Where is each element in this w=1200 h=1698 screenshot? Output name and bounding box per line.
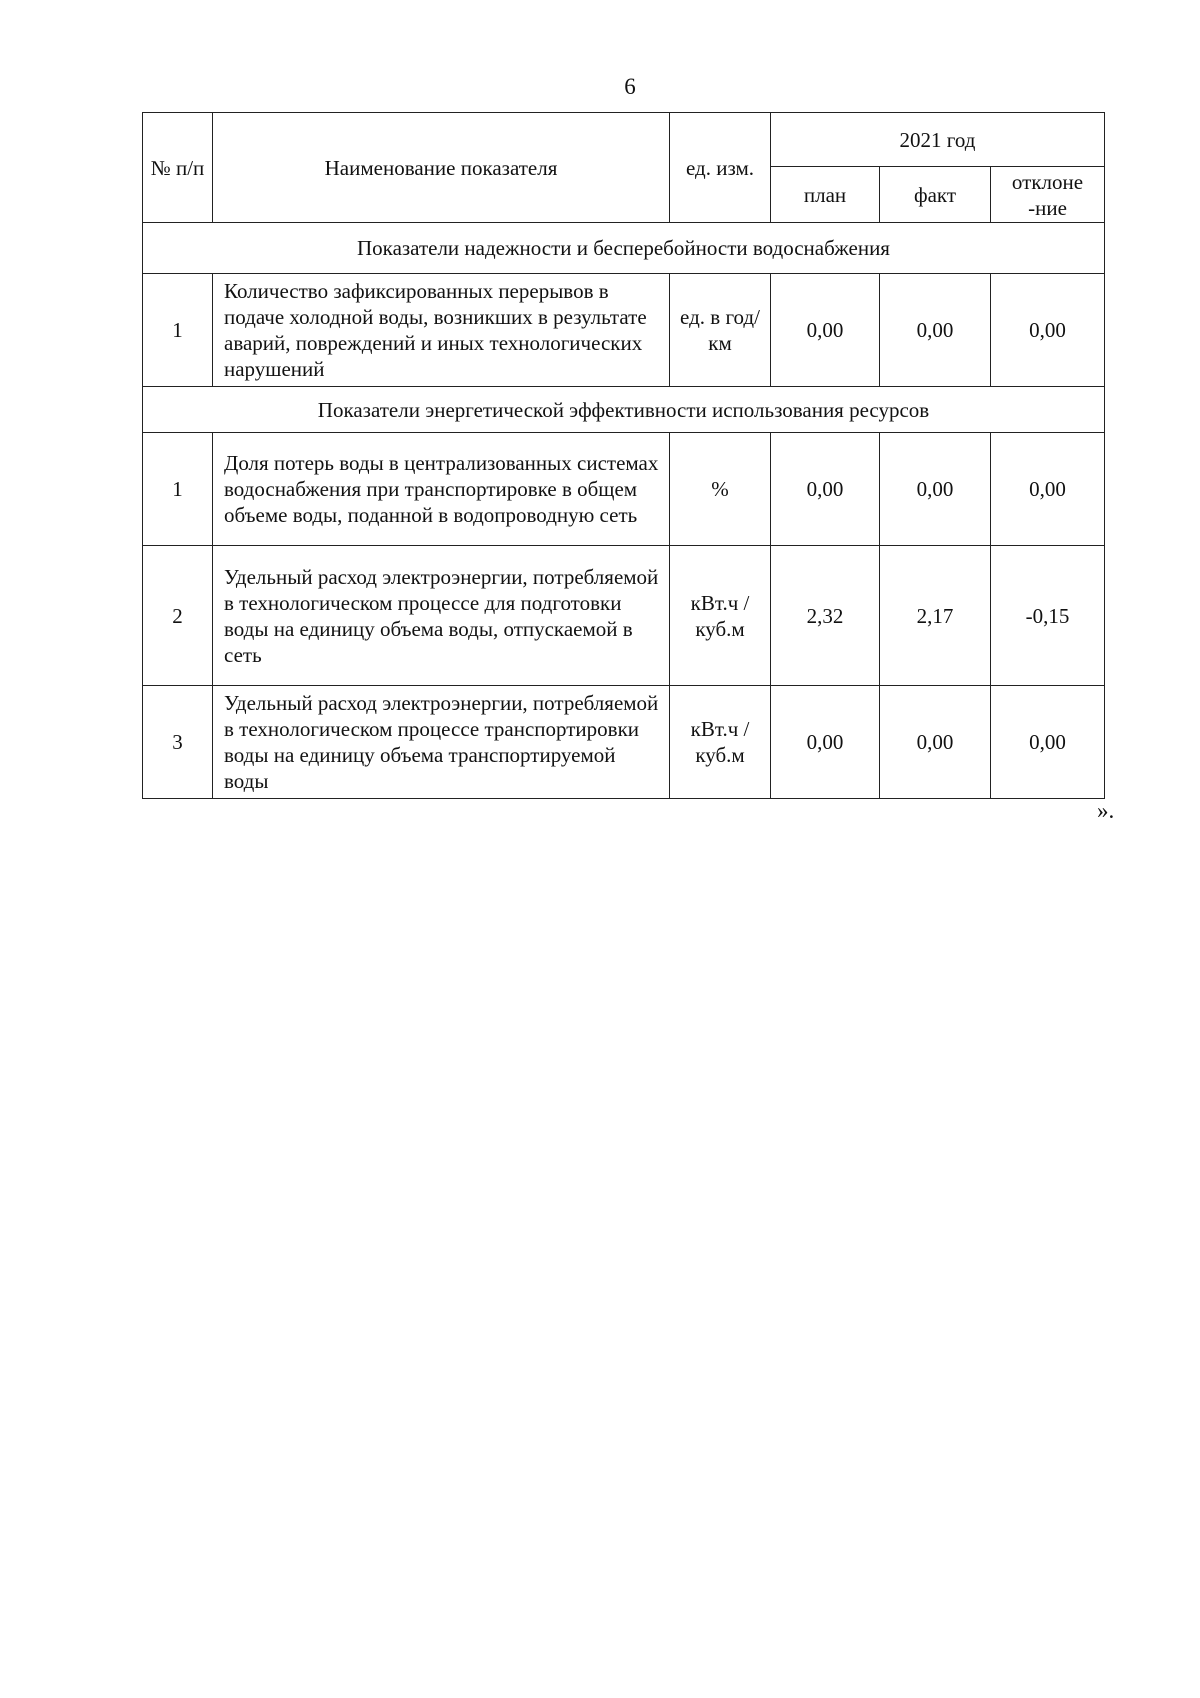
row-num: 2 [143,546,213,686]
row-num: 1 [143,274,213,387]
row-fact: 0,00 [880,274,991,387]
row-deviation: 0,00 [991,686,1105,799]
indicators-table [142,112,1105,799]
page-number: 6 [624,74,636,99]
table-row [143,546,1105,686]
row-num: 1 [143,433,213,546]
header-fact: факт [880,167,991,223]
header-name: Наименование показателя [213,113,670,223]
row-name: Удельный расход электроэнергии, потребляемой в технологическом процессе транспортировки воды на единицу объема транспортируемой воды [213,686,670,799]
closing-quote-mark: ». [1097,798,1115,823]
row-unit: кВт.ч / куб.м [670,546,771,686]
header-plan: план [771,167,880,223]
row-num: 3 [143,686,213,799]
row-name: Количество зафиксированных перерывов в подаче холодной воды, возникших в результате аварий, повреждений и иных технологических нарушений [213,274,670,387]
row-fact: 2,17 [880,546,991,686]
header-year: 2021 год [771,113,1105,167]
row-deviation: 0,00 [991,433,1105,546]
row-fact: 0,00 [880,433,991,546]
row-name: Доля потерь воды в централизованных системах водоснабжения при транспортировке в общем объеме воды, поданной в водопроводную сеть [213,433,670,546]
table-row [143,274,1105,387]
row-plan: 0,00 [771,274,880,387]
header-num: № п/п [143,113,213,223]
row-plan: 0,00 [771,433,880,546]
header-deviation: отклоне -ние [991,167,1105,223]
header-unit: ед. изм. [670,113,771,223]
row-plan: 2,32 [771,546,880,686]
row-unit: кВт.ч / куб.м [670,686,771,799]
row-name: Удельный расход электроэнергии, потребляемой в технологическом процессе для подготовки воды на единицу объема воды, отпускаемой в сеть [213,546,670,686]
row-unit: ед. в год/ км [670,274,771,387]
section-title: Показатели энергетической эффективности использования ресурсов [143,387,1105,433]
table-row [143,686,1105,799]
row-plan: 0,00 [771,686,880,799]
row-deviation: 0,00 [991,274,1105,387]
section-title-row [143,387,1105,433]
table-row [143,433,1105,546]
header-row-top [143,113,1105,167]
section-title: Показатели надежности и бесперебойности водоснабжения [143,223,1105,274]
row-deviation: -0,15 [991,546,1105,686]
section-title-row [143,223,1105,274]
row-fact: 0,00 [880,686,991,799]
row-unit: % [670,433,771,546]
